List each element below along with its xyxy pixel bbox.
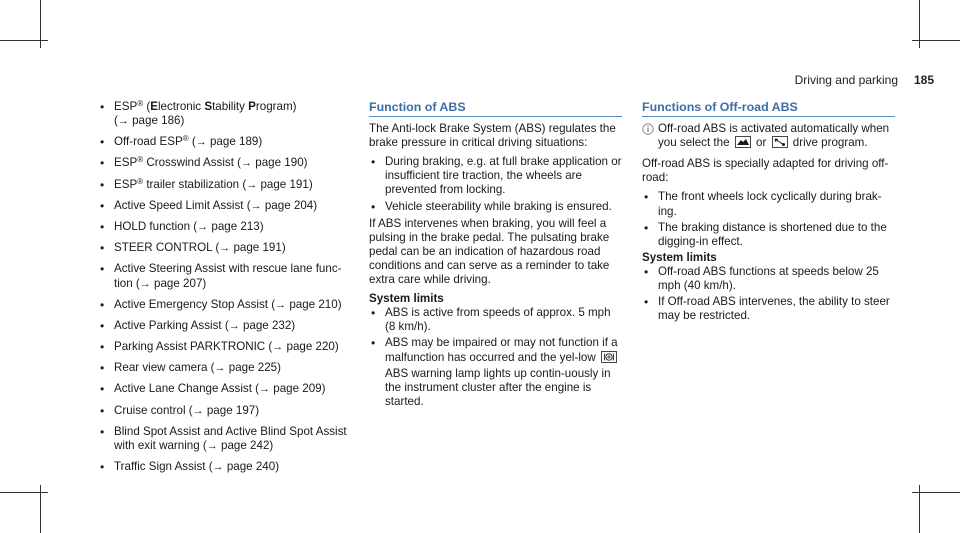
column-right <box>642 100 895 325</box>
arrow-icon: → <box>275 298 287 311</box>
arrow-icon: → <box>139 277 151 290</box>
page-ref-link[interactable]: page 191 <box>260 177 309 191</box>
arrow-icon: → <box>212 461 224 474</box>
info-note: Off-road ABS is activated automatically when you select the or drive program. <box>642 122 895 152</box>
list-item: • Active Speed Limit Assist (→ page 204) <box>98 199 350 213</box>
crop-mark <box>0 492 48 493</box>
function-list <box>98 100 350 474</box>
page-ref-link[interactable]: page 191 <box>233 241 282 255</box>
column-left <box>98 100 350 481</box>
arrow-icon: → <box>214 362 226 375</box>
section-title: Function of ABS <box>369 100 622 117</box>
list-item: • HOLD function (→ page 213) <box>98 220 350 234</box>
page-ref-link[interactable]: page 210 <box>289 297 338 311</box>
paragraph: If ABS intervenes when braking, you will feel a pulsing in the brake pedal. The pulsating brake pedal can be an indication of hazardous road conditions and can serve as a reminder to take extra care while driving. <box>369 216 610 287</box>
list-item: • ABS may be impaired or may not function if a malfunction has occurred and the yel-low ABS warning lamp lights up contin-uously in the instrument cluster after the engine is started. <box>369 336 622 408</box>
page-ref-link[interactable]: page 197 <box>206 403 256 417</box>
list-item: • Off-road ESP® (→ page 189) <box>98 135 350 149</box>
list-item: • ESP® trailer stabilization (→ page 191) <box>98 178 350 192</box>
page-ref-link[interactable]: page 225 <box>228 361 278 375</box>
list-item: • During braking, e.g. at full brake application or insufficient tire traction, the wheels are prevented from locking. <box>369 155 622 197</box>
list-item: • The front wheels lock cyclically during brak-ing. <box>642 190 895 218</box>
list-item: • STEER CONTROL (→ page 191) <box>98 241 350 255</box>
arrow-icon: → <box>241 157 253 170</box>
page-ref-link[interactable]: page 232 <box>242 318 292 332</box>
crop-mark <box>912 492 960 493</box>
header-section: Driving and parking <box>794 73 898 87</box>
list-item: • Parking Assist PARKTRONIC (→ page 220) <box>98 340 350 354</box>
page-ref-link[interactable]: page 240 <box>226 460 276 474</box>
list-item: • Cruise control (→ page 197) <box>98 404 350 418</box>
page-ref-link[interactable]: page 207 <box>154 276 203 290</box>
list-item: • Rear view camera (→ page 225) <box>98 361 350 375</box>
subheading: System limits <box>642 250 717 264</box>
crop-mark <box>912 40 960 41</box>
list-item: • Traffic Sign Assist (→ page 240) <box>98 460 350 474</box>
arrow-icon: → <box>117 115 129 128</box>
bullet-list <box>642 190 895 248</box>
page-ref-link[interactable]: page 242 <box>221 438 270 452</box>
page-ref-link[interactable]: page 190 <box>255 156 304 170</box>
list-item: • ESP® (Electronic Stability Program) (→ page 186) <box>98 100 350 128</box>
info-icon <box>642 123 654 139</box>
bullet-list <box>369 306 622 409</box>
list-item: • Active Lane Change Assist (→ page 209) <box>98 382 350 396</box>
page-number: 185 <box>913 73 934 87</box>
arrow-icon: → <box>228 319 240 332</box>
subheading: System limits <box>369 292 444 306</box>
bullet-list <box>642 265 895 323</box>
offroad-plus-drive-program-icon <box>772 136 788 152</box>
crop-mark <box>0 40 48 41</box>
arrow-icon: → <box>192 404 204 417</box>
list-item: • Off-road ABS functions at speeds below 25 mph (40 km/h). <box>642 265 895 293</box>
arrow-icon: → <box>272 341 284 354</box>
list-item: • ABS is active from speeds of approx. 5 mph (8 km/h). <box>369 306 622 334</box>
arrow-icon: → <box>259 383 271 396</box>
page-ref-link[interactable]: page 186 <box>132 114 181 128</box>
paragraph: Off-road ABS is specially adapted for driving off-road: <box>642 157 889 185</box>
list-item: • Active Steering Assist with rescue lane func- tion (→ page 207) <box>98 262 350 290</box>
bullet-list <box>369 155 622 213</box>
list-item: • If Off-road ABS intervenes, the ability to steer may be restricted. <box>642 295 895 323</box>
column-middle <box>369 100 622 411</box>
list-item: • Active Parking Assist (→ page 232) <box>98 319 350 333</box>
abs-warning-icon <box>601 351 617 367</box>
arrow-icon: → <box>219 242 231 255</box>
list-item: • ESP® Crosswind Assist (→ page 190) <box>98 156 350 170</box>
arrow-icon: → <box>250 199 262 212</box>
arrow-icon: → <box>246 178 258 191</box>
page-ref-link[interactable]: page 213 <box>211 220 260 234</box>
list-item: • Vehicle steerability while braking is ensured. <box>369 200 622 214</box>
list-item: • Blind Spot Assist and Active Blind Spot Assist with exit warning (→ page 242) <box>98 425 350 453</box>
arrow-icon: → <box>206 439 218 452</box>
page-ref-link[interactable]: page 209 <box>273 382 322 396</box>
paragraph: The Anti-lock Brake System (ABS) regulates the brake pressure in critical driving situations: <box>369 122 616 150</box>
page-ref-link[interactable]: page 189 <box>209 135 259 149</box>
arrow-icon: → <box>195 136 207 149</box>
page-ref-link[interactable]: page 204 <box>264 198 314 212</box>
page-ref-link[interactable]: page 220 <box>286 340 335 354</box>
list-item: • Active Emergency Stop Assist (→ page 210) <box>98 298 350 312</box>
section-title: Functions of Off-road ABS <box>642 100 895 117</box>
list-item: • The braking distance is shortened due to the digging-in effect. <box>642 221 895 249</box>
offroad-drive-program-icon <box>735 136 751 152</box>
arrow-icon: → <box>197 221 209 234</box>
